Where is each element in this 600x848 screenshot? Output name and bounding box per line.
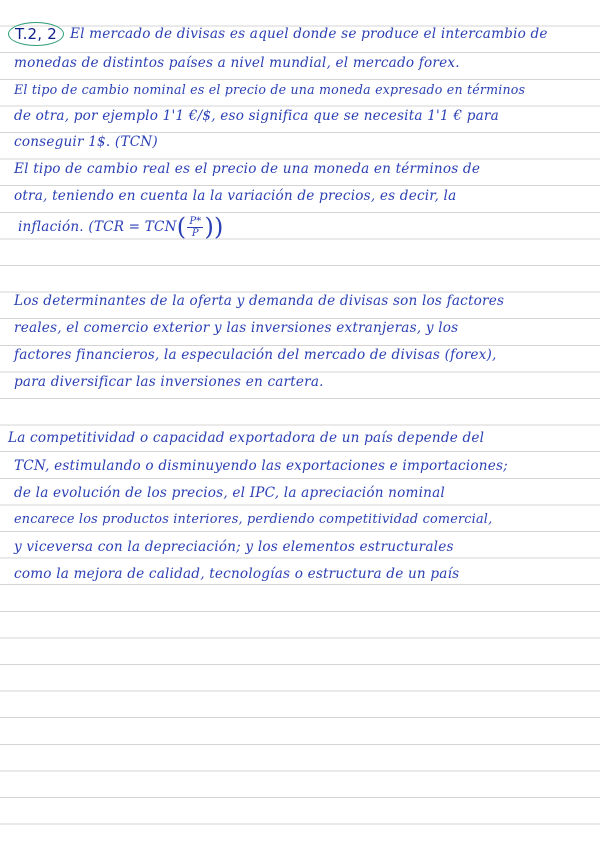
note-text: para diversificar las inversiones en cartera. bbox=[14, 374, 324, 390]
note-line bbox=[14, 288, 504, 315]
note-text: reales, el comercio exterior y las inversiones extranjeras, y los bbox=[14, 320, 459, 336]
note-line bbox=[8, 21, 548, 48]
formula-open-paren: ( bbox=[176, 213, 187, 242]
note-line bbox=[14, 534, 454, 561]
price-ratio-fraction bbox=[187, 216, 203, 239]
fraction-denominator: P bbox=[191, 227, 199, 239]
note-line bbox=[14, 103, 499, 130]
note-line bbox=[14, 50, 460, 77]
note-text: La competitividad o capacidad exportadora de un país depende del bbox=[8, 430, 485, 446]
note-text: El tipo de cambio nominal es el precio de una moneda expresado en términos bbox=[14, 82, 526, 97]
note-text: El tipo de cambio real es el precio de una moneda en términos de bbox=[14, 161, 481, 177]
note-text: de la evolución de los precios, el IPC, la apreciación nominal bbox=[14, 485, 445, 501]
note-line bbox=[14, 507, 492, 534]
note-line bbox=[14, 453, 508, 480]
note-line bbox=[14, 561, 459, 588]
formula-line bbox=[18, 214, 224, 241]
formula-prefix: inflación. (TCR = TCN bbox=[18, 219, 177, 235]
note-line bbox=[8, 425, 484, 452]
note-text: y viceversa con la depreciación; y los elementos estructurales bbox=[14, 539, 454, 555]
note-line bbox=[14, 342, 497, 369]
note-text: conseguir 1$. (TCN) bbox=[14, 134, 158, 150]
formula-suffix: ) bbox=[214, 213, 224, 242]
formula-close-paren: ) bbox=[204, 213, 215, 242]
note-line bbox=[14, 315, 458, 342]
note-text: TCN, estimulando o disminuyendo las exportaciones e importaciones; bbox=[14, 458, 508, 474]
note-line bbox=[14, 369, 324, 396]
note-line bbox=[14, 480, 445, 507]
note-line bbox=[14, 156, 480, 183]
section-badge: T.2, 2 bbox=[8, 22, 64, 46]
note-line bbox=[14, 183, 456, 210]
note-text: El mercado de divisas es aquel donde se produce el intercambio de bbox=[69, 26, 548, 42]
fraction-numerator: P* bbox=[189, 215, 202, 227]
note-text: otra, teniendo en cuenta la la variación de precios, es decir, la bbox=[14, 188, 457, 204]
note-text: encarece los productos interiores, perdiendo competitividad comercial, bbox=[14, 512, 493, 527]
note-text: de otra, por ejemplo 1'1 €/$, eso significa que se necesita 1'1 € para bbox=[14, 108, 499, 124]
note-line bbox=[14, 129, 158, 156]
note-text: factores financieros, la especulación del mercado de divisas (forex), bbox=[14, 347, 497, 363]
note-text: Los determinantes de la oferta y demanda de divisas son los factores bbox=[14, 293, 505, 309]
note-text: como la mejora de calidad, tecnologías o estructura de un país bbox=[14, 566, 460, 582]
note-text: monedas de distintos países a nivel mundial, el mercado forex. bbox=[14, 55, 460, 71]
note-line bbox=[14, 77, 525, 104]
